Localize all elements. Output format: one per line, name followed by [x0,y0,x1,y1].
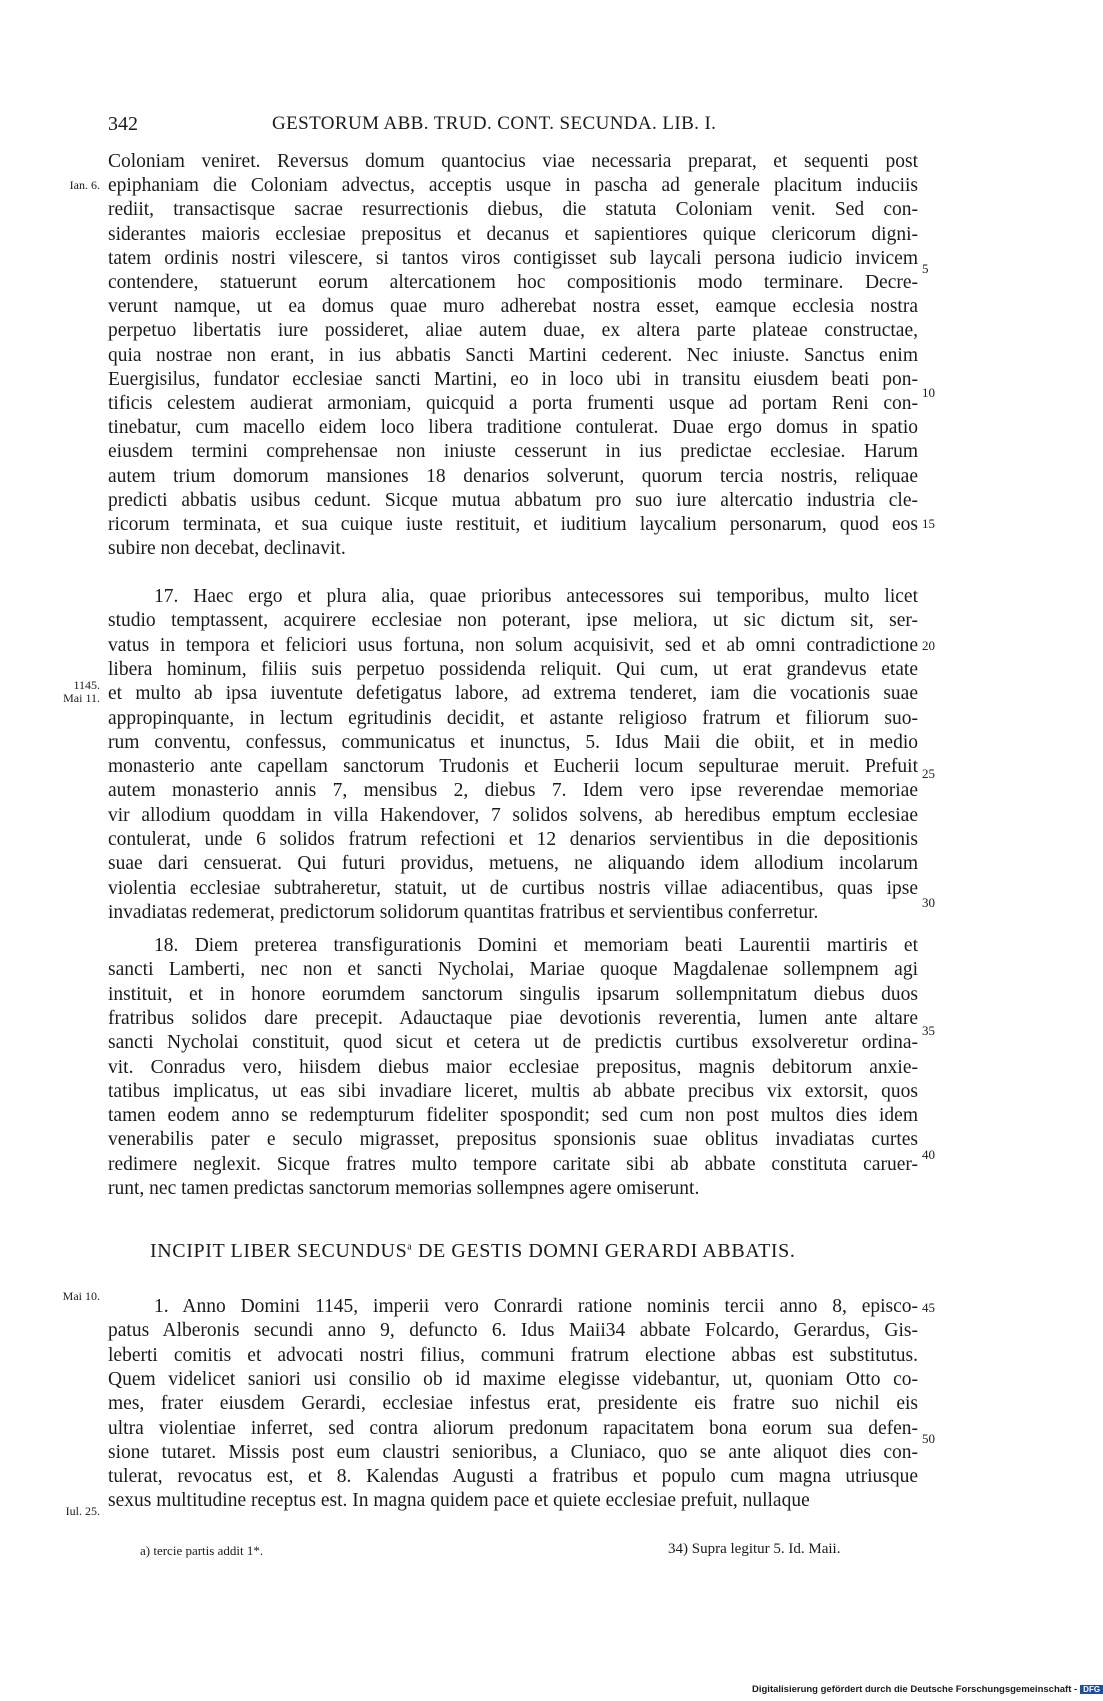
text-line: mes, frater eiusdem Gerardi, ecclesiae infestus erat, presidente eis fratre suo nichil eis [108,1393,918,1415]
margin-note-year-1145: 1145. [73,678,100,692]
text-line: siderantes maioris ecclesiae prepositus et decanus et sapientiores quique clericorum digni- [108,223,918,245]
section-heading [150,1240,890,1270]
text-line: sione tutaret. Missis post eum claustri senioribus, a Cluniaco, quo se ante aliquot dies con- [108,1441,918,1463]
text-line: suae dari censuerat. Qui futuri providus, metuens, ne aliquando idem allodium incolarum [108,853,918,875]
text-line: 18. Diem preterea transfigurationis Domini et memoriam beati Laurentii martiris et [154,935,918,956]
line-number: 35 [922,1023,935,1038]
text-line: runt, nec tamen predictas sanctorum memorias sollempnes agere omiserunt. [108,1178,700,1199]
text-line: Euergisilus, fundator ecclesiae sancti Martini, eo in loco ubi in transitu eiusdem beati pon- [108,368,918,390]
running-title: GESTORUM ABB. TRUD. CONT. SECUNDA. LIB. I. [272,113,717,134]
text-line: ricorum terminata, et sua cuique iuste restituit, et iuditium laycalium personarum, quod eos [108,514,918,535]
text-line: leberti comitis et advocati nostri filius, communi fratrum electione abbas est substitutus. [108,1344,918,1366]
line-number: 5 [922,261,929,276]
text-line: verunt namque, ut ea domus quae muro adherebat nostra esset, eamque ecclesia nostra [108,296,918,318]
line-number: 30 [922,895,935,910]
credit-text: Digitalisierung gefördert durch die Deutsche Forschungsgemeinschaft - [752,1684,1078,1695]
text-line: 17. Haec ergo et plura alia, quae prioribus antecessores sui temporibus, multo licet [154,586,918,607]
line-number: 20 [922,638,935,653]
digitization-credit [752,1684,1103,1695]
text-line: autem monasterio annis 7, mensibus 2, diebus 7. Idem vero ipse reverendae memoriae [108,780,918,802]
text-line: sancti Lamberti, nec non et sancti Nycholai, Mariae quoque Magdalenae sollempnem agi [108,959,918,981]
line-number: 15 [922,516,935,531]
text-line: appropinquante, in lectum egritudinis decidit, et astante religioso fratrum et filiorum suo- [108,707,918,729]
text-line: venerabilis pater e seculo migrasset, prepositus sponsionis suae oblitus invadiatas curtes [108,1129,918,1151]
text-line: tulerat, revocatus est, et 8. Kalendas Augusti a fratribus et populo cum magna utriusque [108,1466,918,1488]
text-line: tificis celestem audierat armoniam, quicquid a porta frumenti usque ad portam Reni con- [108,393,918,414]
text-line: studio temptassent, acquirere ecclesiae non poterant, ipse meliora, ut sic dictum sit, ser- [108,610,918,632]
text-line: contendere, statuerunt eorum altercationem hoc compositionis modo terminare. Decre- [108,272,918,293]
page-number: 342 [108,113,138,135]
text-line: predicti abbatis usibus cedunt. Sicque mutua abbatum pro suo iure altercatio industria cle- [108,489,918,511]
line-number: 40 [922,1147,935,1162]
text-line: invadiatas redemerat, predictorum solidorum quantitas fratribus et servientibus conferretur. [108,901,819,923]
text-line: ultra violentiae inferret, sed contra aliorum predonum rapacitatem bona eorum sua defen- [108,1417,918,1439]
footnote-34: 34) Supra legitur 5. Id. Maii. [668,1541,841,1557]
margin-note-iul25: Iul. 25. [65,1504,100,1518]
text-line: tatibus implicatus, ut eas sibi invadiare liceret, multis ab abbate precibus vix extorsit, quos [108,1080,918,1102]
text-line: autem trium domorum mansiones 18 denarios solverunt, quorum tercia nostris, reliquae [108,465,918,487]
text-line: tamen eodem anno se redempturum fideliter spospondit; sed cum non post multos dies idem [108,1105,918,1127]
text-line: tinebatur, cum macello eidem loco libera traditione contulerat. Duae ergo domus in spatio [108,417,918,439]
text-line: tatem ordinis nostri vilescere, si tantos viros contigisset sub laycali persona iudicio invicem [108,247,918,269]
text-line: et multo ab ipsa iuventute defetigatus labore, ad extrema tenderet, iam die vocationis suae [108,683,918,705]
dfg-logo: DFG [1080,1685,1103,1694]
text-line: sancti Nycholai constituit, quod sicut et cetera ut de predictis curtibus exsolveretur ordina- [108,1032,918,1054]
line-number: 45 [922,1300,935,1315]
margin-note-mai11: Mai 11. [63,691,100,705]
text-line: patus Alberonis secundi anno 9, defuncto 6. Idus Maii34 abbate Folcardo, Gerardus, Gis- [108,1320,918,1342]
footnote-marker-a: a [407,1241,413,1253]
text-line: libera hominum, filiis suis perpetuo possidenda reliquit. Qui cum, ut erat grandevus etate [108,658,918,680]
line-number: 50 [922,1431,935,1446]
text-line: 1. Anno Domini 1145, imperii vero Conrardi ratione nominis tercii anno 8, episco- [154,1296,918,1317]
text-line: subire non decebat, declinavit. [108,538,346,560]
text-line: vit. Conradus vero, hiisdem diebus maior ecclesiae prepositus, magnis debitorum anxie- [108,1056,918,1078]
text-line: fratribus solidos dare precepit. Adauctaque piae devotionis reverentia, lumen ante altare [108,1007,918,1029]
section-heading-part2: DE GESTIS DOMNI GERARDI ABBATIS. [412,1240,796,1262]
text-line: rediit, transactisque sacrae resurrectionis diebus, die statuta Coloniam venit. Sed con- [108,199,918,221]
section-heading-part1: INCIPIT LIBER SECUNDUS [150,1240,408,1262]
text-line: quia nostrae non erant, in ius abbatis Sancti Martini cederent. Nec iniuste. Sanctus enim [108,344,918,366]
text-line: violentia ecclesiae subtraheretur, statuit, ut de curtibus nostris villae adiacentibus, quas ipse [108,877,918,899]
text-line: instituit, et in honore eorumdem sanctorum singulis ipsarum sollempnitatum diebus duos [108,983,918,1005]
text-line: Quem videlicet saniori usi consilio ob id maxime elegisse videbantur, ut, quoniam Otto co- [108,1368,918,1390]
text-line: perpetuo libertatis iure possideret, aliae autem duae, ex altera parte plateae constructae, [108,320,918,342]
text-line: contulerat, unde 6 solidos fratrum refectioni et 12 denarios servientibus in die depositionis [108,829,918,850]
text-line: Coloniam veniret. Reversus domum quantocius viae necessaria preparat, et sequenti post [108,151,918,172]
line-number: 10 [922,385,935,400]
page-header [108,113,768,143]
text-line: eiusdem termini comprehensae non iniuste cesserunt in ius predictae ecclesiae. Harum [108,441,918,463]
text-line: rum conventu, confessus, communicatus et inunctus, 5. Idus Maii die obiit, et in medio [108,731,918,753]
text-line: monasterio ante capellam sanctorum Trudonis et Eucherii locum sepulturae meruit. Prefuit [108,756,918,778]
text-line: epiphaniam die Coloniam advectus, acceptis usque in pascha ad generale placitum induciis [108,175,918,197]
margin-note-ian6: Ian. 6. [69,178,100,192]
text-line: sexus multitudine receptus est. In magna quidem pace et quiete ecclesiae prefuit, nullaque [108,1490,810,1512]
line-number: 25 [922,766,935,781]
text-line: vir allodium quoddam in villa Hakendover, 7 solidos solvens, ab heredibus emptum ecclesiae [108,804,918,826]
text-line: redimere neglexit. Sicque fratres multo tempore caritate sibi ab abbate constituta caruer- [108,1153,918,1175]
margin-note-mai10: Mai 10. [62,1289,100,1303]
footnote-a: a) tercie partis addit 1*. [140,1543,264,1558]
text-line: vatus in tempora et feliciori usus fortuna, non solum acquisivit, sed et ab omni contradictione [108,634,918,656]
